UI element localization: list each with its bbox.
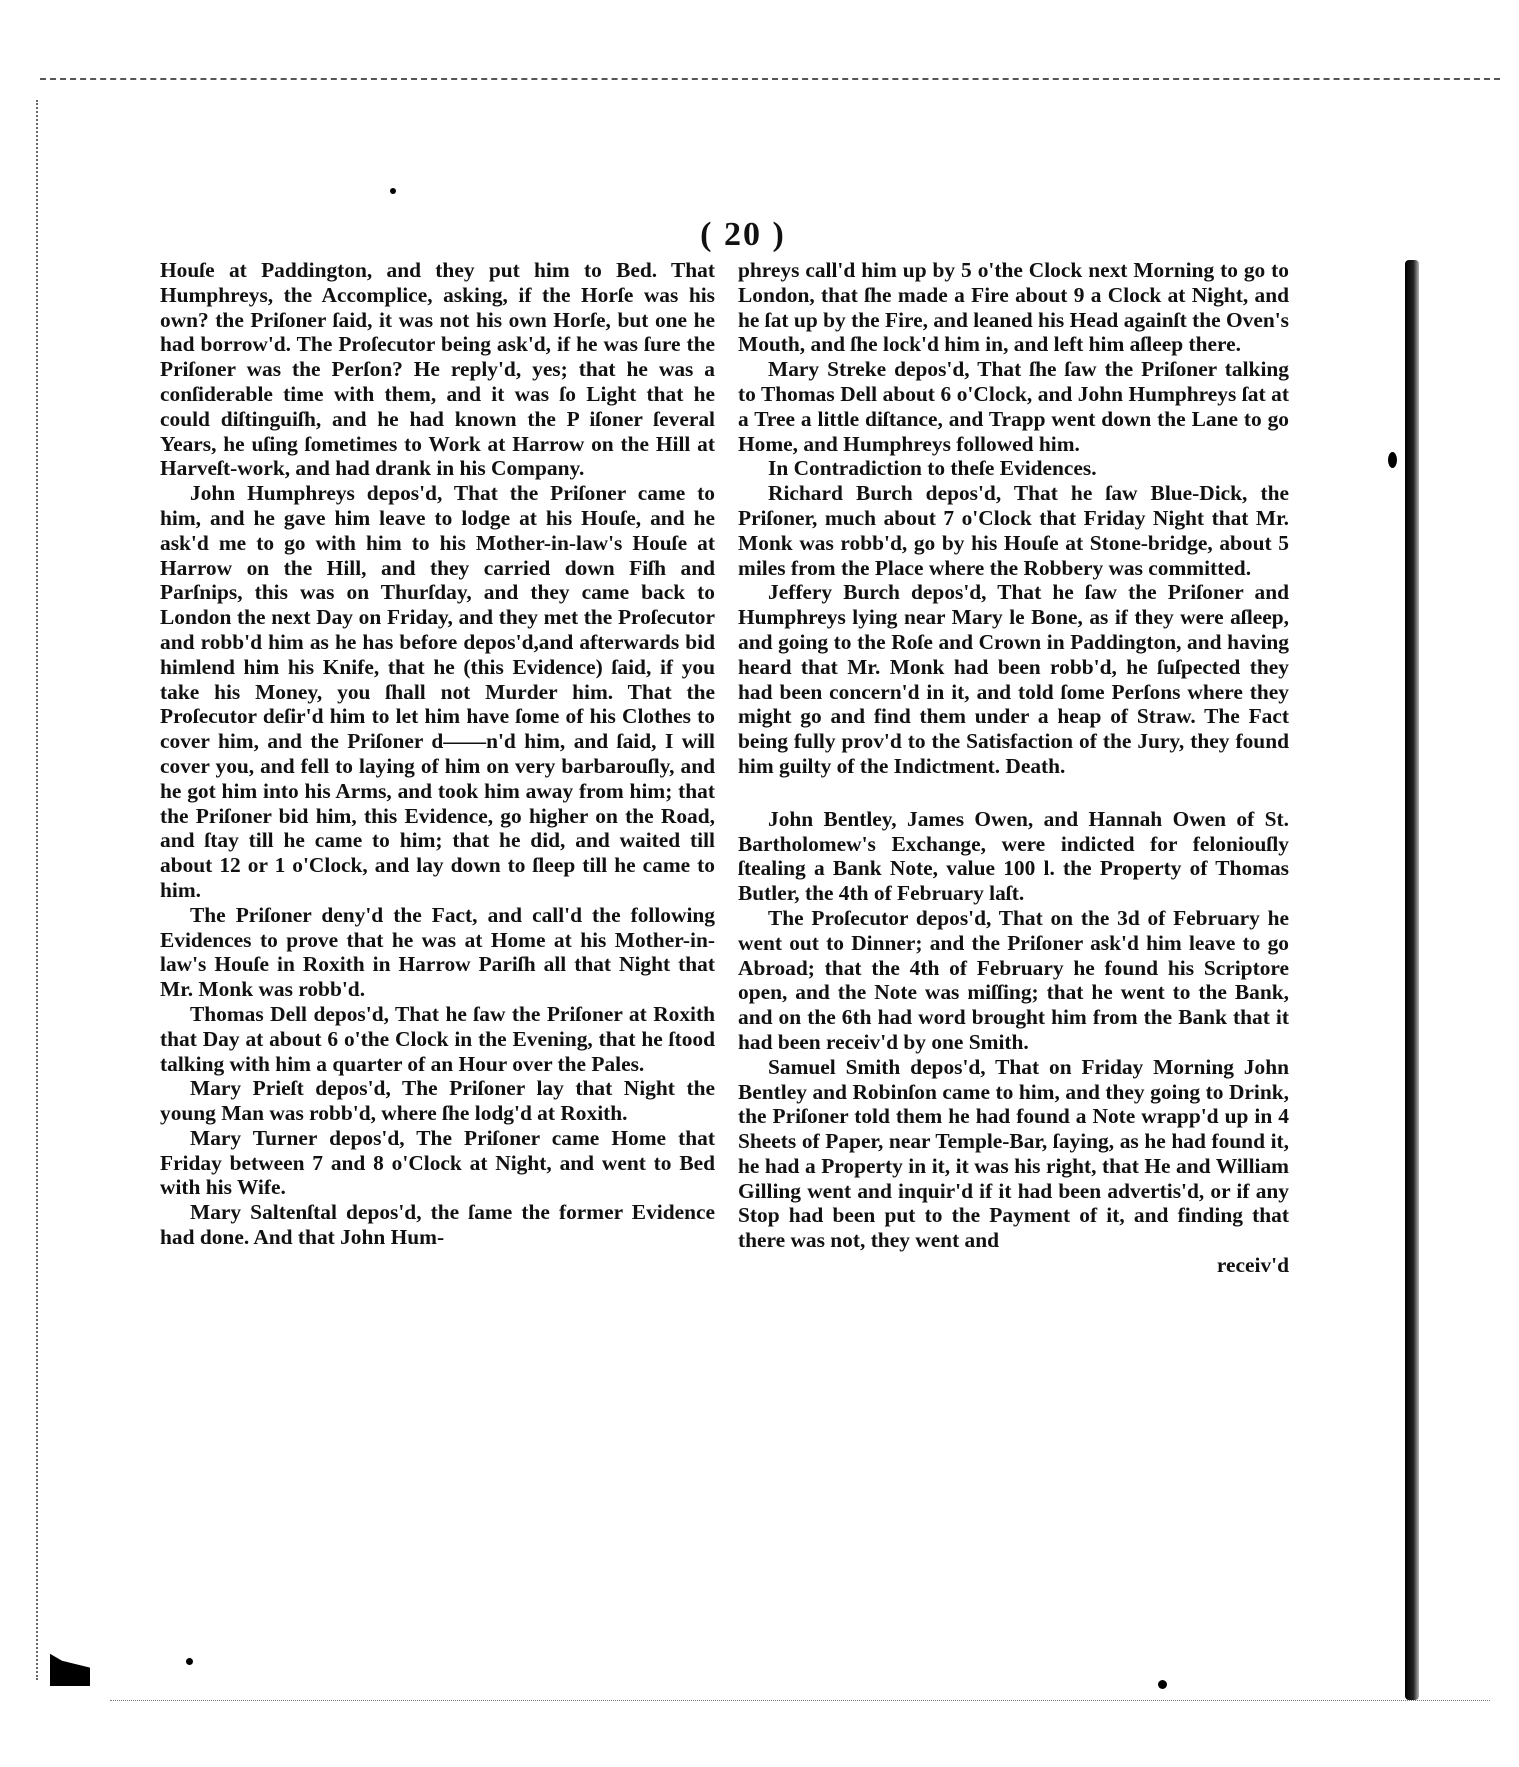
paragraph: Mary Prieſt depos'd, The Priſoner lay that Night the young Man was robb'd, where ſhe lodg'd at Roxith. <box>160 1076 715 1126</box>
paragraph: Richard Burch depos'd, That he ſaw Blue-Dick, the Priſoner, much about 7 o'Clock that Friday Night that Mr. Monk was robb'd, go by his Houſe at Stone-bridge, about 5 miles from the Place where the Robbery was committed. <box>738 481 1289 580</box>
paragraph: Thomas Dell depos'd, That he ſaw the Priſoner at Roxith that Day at about 6 o'the Clock in the Evening, that he ſtood talking with him a quarter of an Hour over the Pales. <box>160 1001 715 1076</box>
paragraph: In Contradiction to theſe Evidences. <box>768 456 1097 481</box>
ink-speck <box>1388 452 1397 468</box>
paragraph: John Humphreys depos'd, That the Priſoner came to him, and he gave him leave to lodge at his Houſe, and he ask'd me to go with him to his Mother-in-law's Houſe at Harrow on the Hill, and they carried down Fiſh and Parſnips, this was on Thurſday, and they came back to London the next Day on Friday, and they met the Proſecutor and robb'd him as he has before depos'd,and afterwards bid himlend him his Knife, that he (this Evidence) ſaid, if you take his Money, you ſhall not Murder him. That the Proſecutor deſir'd him to let him have ſome of his Clothes to cover him, and the Priſoner d——n'd him, and ſaid, I will cover you, and fell to laying of him on very barbarouſly, and he got him into his Arms, and took him away from him; that the Priſoner bid him, this Evidence, go higher on the Road, and ſtay till he came to him; that he did, and waited till about 12 or 1 o'Clock, and lay down to ſleep till he came to him. <box>160 481 715 902</box>
paragraph: Mary Turner depos'd, The Priſoner came Home that Friday between 7 and 8 o'Clock at Night, and went to Bed with his Wife. <box>160 1125 715 1200</box>
case-heading-paragraph: John Bentley, James Owen, and Hannah Owen of St. Bartholomew's Exchange, were indicted for feloniouſly ſtealing a Bank Note, value 100 l. the Property of Thomas Butler, the 4th of February laſt. <box>738 806 1289 906</box>
binding-shadow <box>1405 260 1419 1700</box>
paragraph: Houſe at Paddington, and they put him to Bed. That Humphreys, the Accomplice, asking, if the Horſe was his own? the Priſoner ſaid, it was not his own Horſe, but one he had borrow'd. The Proſecutor being ask'd, if he was ſure the Priſoner was the Perſon? He reply'd, yes; that he was a conſiderable time with them, and it was ſo Light that he could diſtinguiſh, and he had known the P iſoner ſeveral Years, he uſing ſometimes to Work at Harrow on the Hill at Harveſt-work, and had drank in his Company. <box>160 258 715 481</box>
ink-speck <box>1158 1680 1167 1689</box>
paragraph: The Proſecutor depos'd, That on the 3d of February he went out to Dinner; and the Priſoner ask'd him leave to go Abroad; that the 4th of February he found his Scriptore open, and the Note was miſſing; that he went to the Bank, and on the 6th had word brought him from the Bank that it had been receiv'd by one Smith. <box>738 905 1289 1054</box>
corner-ink-mark <box>50 1640 90 1686</box>
left-column <box>160 258 715 1250</box>
scan-edge-bottom <box>110 1700 1490 1701</box>
paragraph: phreys call'd him up by 5 o'the Clock next Morning to go to London, that ſhe made a Fire about 9 a Clock at Night, and he ſat up by the Fire, and leaned his Head againſt the Oven's Mouth, and ſhe lock'd him in, and left him aſleep there. <box>738 258 1289 357</box>
paragraph: Mary Streke depos'd, That ſhe ſaw the Priſoner talking to Thomas Dell about 6 o'Clock, and John Humphreys ſat at a Tree a little diſtance, and Trapp went down the Lane to go Home, and Humphreys followed him. <box>738 357 1289 456</box>
paragraph: Jeffery Burch depos'd, That he ſaw the Priſoner and Humphreys lying near Mary le Bone, as if they were aſleep, and going to the Roſe and Crown in Paddington, and having heard that Mr. Monk had been robb'd, he ſuſpected they had been concern'd in it, and told ſome Perſons where they might go and find them under a heap of Straw. The Fact being fully prov'd to the Satisfaction of the Jury, they found him guilty of the Indictment. Death. <box>738 580 1289 778</box>
scan-edge-left <box>36 100 38 1680</box>
ink-speck <box>186 1658 193 1665</box>
catchword: receiv'd <box>1216 1253 1289 1278</box>
scan-edge-top <box>40 78 1500 80</box>
page-number: ( 20 ) <box>700 216 786 253</box>
paragraph: Samuel Smith depos'd, That on Friday Morning John Bentley and Robinſon came to him, and they going to Drink, the Priſoner told them he had found a Note wrapp'd up in 4 Sheets of Paper, near Temple-Bar, ſaying, as he had found it, he had a Property in it, it was his right, that He and William Gilling went and inquir'd if it had been advertis'd, or if any Stop had been put to the Payment of it, and finding that there was not, they went and <box>738 1054 1289 1253</box>
paragraph: The Priſoner deny'd the Fact, and call'd the following Evidences to prove that he was at Home at his Mother-in-law's Houſe in Roxith in Harrow Pariſh all that Night that Mr. Monk was robb'd. <box>160 902 715 1002</box>
ink-speck <box>390 188 396 194</box>
paragraph: Mary Saltenſtal depos'd, the ſame the former Evidence had done. And that John Hum- <box>160 1200 715 1250</box>
right-column <box>738 258 1289 1278</box>
